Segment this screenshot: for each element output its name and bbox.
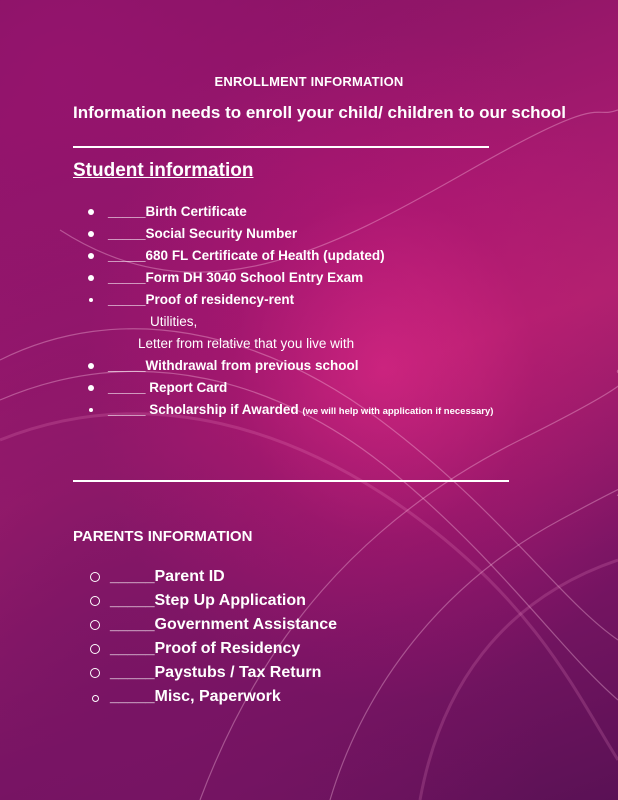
circle-bullet-icon <box>90 644 100 654</box>
list-item: _____Step Up Application <box>90 589 590 613</box>
list-item: _____Proof of residency-rent <box>84 289 604 311</box>
parents-section-heading: PARENTS INFORMATION <box>73 528 253 545</box>
student-checklist <box>84 201 604 421</box>
item-text: _____ Scholarship if Awarded <box>108 402 299 417</box>
circle-bullet-icon <box>90 620 100 630</box>
divider-line <box>73 480 509 482</box>
bullet-icon <box>88 253 94 259</box>
list-item: _____Government Assistance <box>90 613 590 637</box>
list-item: _____ Report Card <box>84 377 604 399</box>
list-item: _____Social Security Number <box>84 223 604 245</box>
bullet-icon <box>88 275 94 281</box>
circle-bullet-icon <box>90 668 100 678</box>
list-item <box>84 399 604 421</box>
bullet-icon <box>89 298 93 302</box>
divider-line <box>73 146 489 148</box>
bullet-icon <box>88 363 94 369</box>
parents-checklist <box>90 565 590 709</box>
list-item: _____Withdrawal from previous school <box>84 355 604 377</box>
residency-sub-item: Letter from relative that you live with <box>138 336 355 351</box>
list-item: _____Paystubs / Tax Return <box>90 661 590 685</box>
list-item: _____Misc, Paperwork <box>90 685 590 709</box>
document-title: ENROLLMENT INFORMATION <box>214 74 404 89</box>
bullet-icon <box>89 408 93 412</box>
document-subtitle: Information needs to enroll your child/ children to our school <box>73 103 567 122</box>
bullet-icon <box>88 385 94 391</box>
item-note: (we will help with application if necessary) <box>302 406 494 417</box>
list-item: _____Proof of Residency <box>90 637 590 661</box>
circle-bullet-icon <box>92 695 99 702</box>
student-section-heading: Student information <box>73 160 254 181</box>
list-item: _____680 FL Certificate of Health (updated) <box>84 245 604 267</box>
list-item: _____Birth Certificate <box>84 201 604 223</box>
list-item: _____Form DH 3040 School Entry Exam <box>84 267 604 289</box>
bullet-icon <box>88 209 94 215</box>
bullet-icon <box>88 231 94 237</box>
list-item: _____Parent ID <box>90 565 590 589</box>
circle-bullet-icon <box>90 572 100 582</box>
circle-bullet-icon <box>90 596 100 606</box>
residency-sub-item: Utilities, <box>150 314 198 329</box>
